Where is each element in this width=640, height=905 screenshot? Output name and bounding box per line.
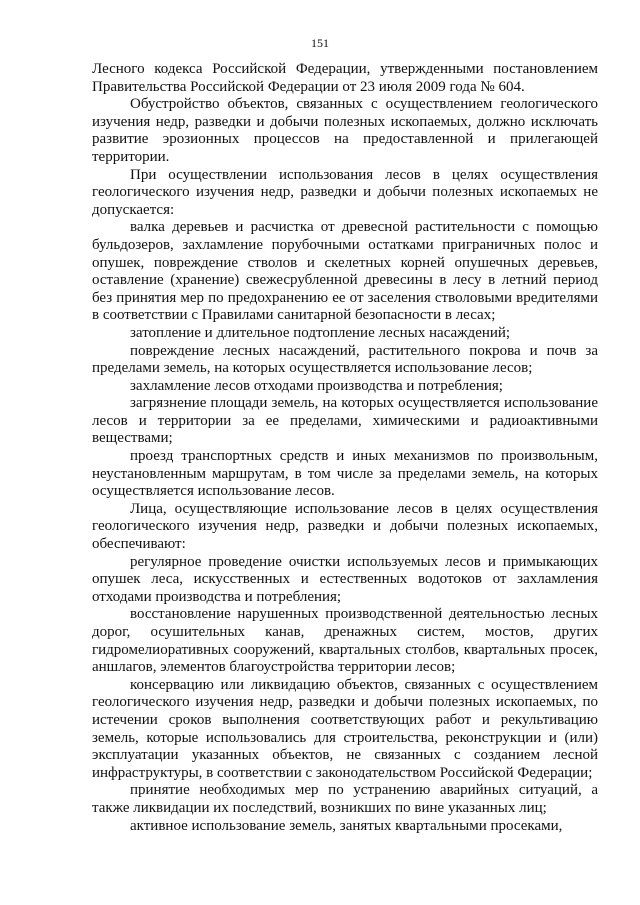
list-item: загрязнение площади земель, на которых осуществляется использование лесов и территории за ее пределами, химическими и радиоактивными веществами; — [92, 395, 598, 447]
list-item: валка деревьев и расчистка от древесной растительности с помощью бульдозеров, захламление порубочными остатками приграничных полос и опушек, повреждение стволов и скелетных корней опушечных деревьев, оставление (хранение) свежесрубленной древесины в лесу в летний период без принятия мер по предохранению ее от заселения стволовыми вредителями в соответствии с Правилами санитарной безопасности в лесах; — [92, 219, 598, 324]
list-item: активное использование земель, занятых квартальными просеками, — [130, 817, 563, 834]
list-item: проезд транспортных средств и иных механизмов по произвольным, неустановленным маршрутам, в том числе за пределами земель, на которых осуществляется использование лесов. — [92, 448, 598, 500]
paragraph: Обустройство объектов, связанных с осуществлением геологического изучения недр, разведки и добычи полезных ископаемых, должно исключать развитие эрозионных процессов на предоставленной и прилегающей территории. — [92, 96, 598, 165]
paragraph: При осуществлении использования лесов в целях осуществления геологического изучения недр, разведки и добычи полезных ископаемых не допускается: — [92, 166, 598, 218]
list-item: регулярное проведение очистки используемых лесов и примыкающих опушек леса, искусственных и естественных водотоков от захламления отходами производства и потребления; — [92, 553, 598, 605]
paragraph: Лица, осуществляющие использование лесов в целях осуществления геологического изучения недр, разведки и добычи полезных ископаемых, обеспечивают: — [92, 500, 598, 553]
list-item: принятие необходимых мер по устранению аварийных ситуаций, а также ликвидации их последствий, возникших по вине указанных лиц; — [92, 782, 598, 816]
list-item: повреждение лесных насаждений, растительного покрова и почв за пределами земель, на которых осуществляется использование лесов; — [92, 342, 598, 377]
list-item: затопление и длительное подтопление лесных насаждений; — [130, 324, 511, 341]
paragraph-continuation: Лесного кодекса Российской Федерации, утвержденными постановлением Правительства Российской Федерации от 23 июля 2009 года № 604. — [92, 61, 598, 95]
page-number: 151 — [311, 36, 329, 50]
list-item: восстановление нарушенных производственной деятельностью лесных дорог, осушительных канав, дренажных систем, мостов, других гидромелиоративных сооружений, квартальных столбов, квартальных просек, аншлагов, элементов благоустройства территории лесов; — [92, 606, 598, 676]
body-text — [92, 61, 598, 835]
list-item: захламление лесов отходами производства и потребления; — [130, 377, 503, 394]
list-item: консервацию или ликвидацию объектов, связанных с осуществлением геологического изучения недр, разведки и добычи полезных ископаемых, по истечении сроков выполнения соответствующих работ и рекультивацию земель, которые использовались для строительства, реконструкции и (или) эксплуатации указанных объектов, не связанных с созданием лесной инфраструктуры, в соответствии с законодательством Российской Федерации; — [92, 676, 598, 781]
